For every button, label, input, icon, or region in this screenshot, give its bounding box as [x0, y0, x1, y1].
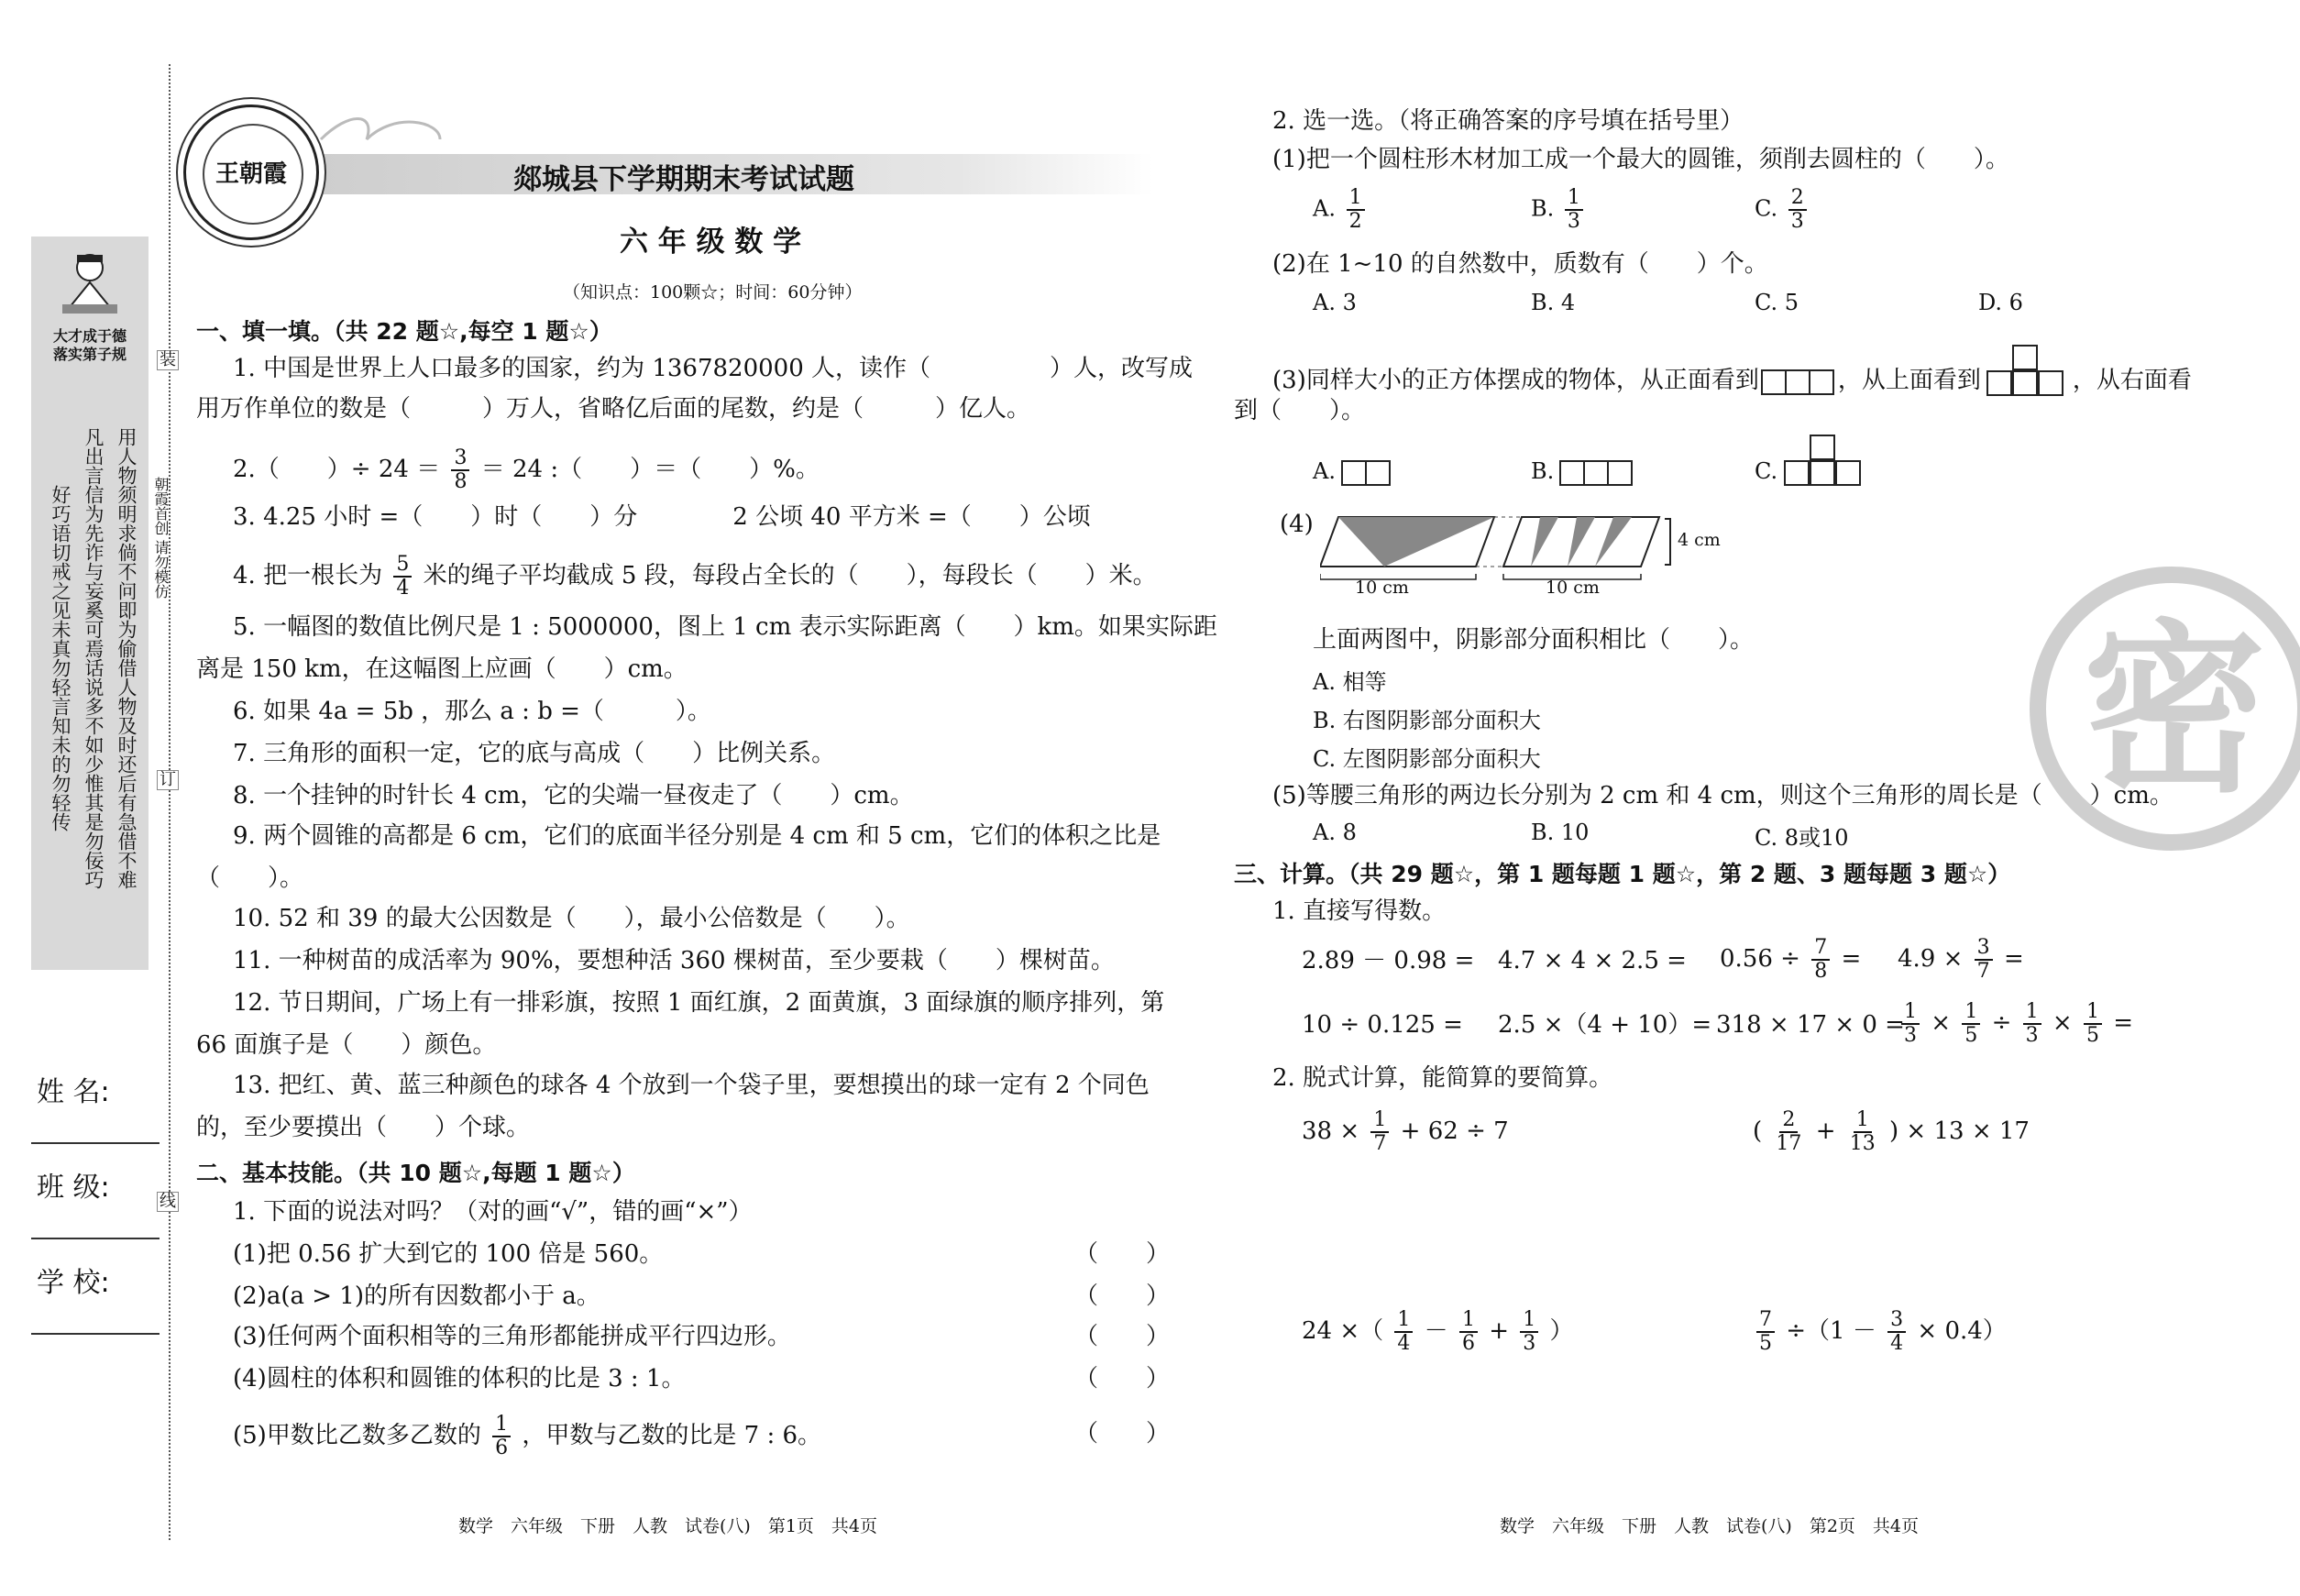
mc-question-5: (5)等腰三角形的两边长分别为 2 cm 和 4 cm，则这个三角形的周长是（ ）cm。 [1272, 782, 2173, 809]
fraction: $\frac{1}{5}$ [1962, 1001, 1980, 1047]
mc2-option-b[interactable]: B. 4 [1531, 290, 1576, 315]
cut-label-2: 订 [157, 770, 179, 790]
mc5-option-a[interactable]: A. 8 [1313, 820, 1357, 845]
question-1-line-1: 1. 中国是世界上人口最多的国家，约为 1367820000 人，读作（ ）人，改写成 [233, 355, 1194, 382]
step-expr-1: 38 × $\frac{1}{7}$ + 62 ÷ 7 [1302, 1108, 1509, 1155]
cut-label-3: 线 [157, 1192, 179, 1212]
exam-title: 郯城县下学期期末考试试题 [513, 163, 854, 196]
motto-sidebar [31, 237, 149, 970]
fraction: $\frac{7}{5}$ [1756, 1309, 1775, 1355]
footer-left: 数学 六年级 下册 人教 试卷(八) 第1页 共4页 [458, 1516, 878, 1536]
mc-question-3-line-1: (3)同样大小的正方体摆成的物体，从正面看到 ，从上面看到 ，从右面看 [1272, 345, 2192, 396]
question-1-line-2: 用万作单位的数是（ ）万人，省略亿后面的尾数，约是（ ）亿人。 [196, 395, 1031, 423]
fraction: $\frac{1}{2}$ [1347, 187, 1365, 233]
exam-meta: （知识点：100颗☆；时间：60分钟） [563, 282, 863, 303]
question-2: 2.（ ）÷ 24 ＝ $\frac{3}{8}$ ＝ 24 :（ ）＝（ ）%。 [233, 446, 820, 493]
expr-8: $\frac{1}{3}$ × $\frac{1}{5}$ ÷ $\frac{1}{3}$ × $\frac{1}{5}$ = [1898, 1001, 2133, 1047]
expr-3: 0.56 ÷ $\frac{7}{8}$ = [1720, 936, 1862, 983]
class-field[interactable] [31, 1238, 160, 1239]
question-9-line-2: （ ）。 [196, 864, 304, 892]
question-3: 3. 4.25 小时 =（ ）时（ ）分 2 公顷 40 平方米 =（ ）公顷 [233, 503, 1091, 531]
question-5-line-2: 离是 150 km，在这幅图上应画（ ）cm。 [196, 655, 688, 683]
mc-question-3-line-2: 到（ ）。 [1234, 397, 1366, 424]
step-expr-2: ( $\frac{2}{17}$ + $\frac{1}{13}$ ) × 13 × 17 [1753, 1108, 2030, 1155]
fraction: $\frac{1}{6}$ [1459, 1309, 1478, 1355]
cut-label-1: 装 [157, 350, 179, 370]
mc-question-1: (1)把一个圆柱形木材加工成一个最大的圆锥，须削去圆柱的（ ）。 [1272, 146, 2009, 173]
binding-dotted-line [169, 64, 171, 1540]
question-13-line-1: 13. 把红、黄、蓝三种颜色的球各 4 个放到一个袋子里，要想摸出的球一定有 2 个同色 [233, 1072, 1150, 1099]
class-label: 班 级: [37, 1172, 110, 1204]
stamp-char: 密 [2082, 604, 2266, 818]
scholar-illustration [57, 248, 123, 321]
expr-1: 2.89 － 0.98 = [1302, 947, 1475, 974]
top-view-figure [1986, 345, 2067, 396]
mc4-option-c[interactable]: C. 左图阴影部分面积大 [1313, 746, 1541, 772]
fraction: $\frac{1}{6}$ [492, 1414, 511, 1459]
school-field[interactable] [31, 1333, 160, 1335]
fraction: $\frac{1}{3}$ [1565, 187, 1583, 233]
answer-paren[interactable]: （ ） [1074, 1282, 1171, 1310]
name-label: 姓 名: [37, 1076, 110, 1108]
mc1-option-b[interactable]: B. $\frac{1}{3}$ [1531, 187, 1587, 233]
step-calc-title: 2. 脱式计算，能简算的要简算。 [1272, 1064, 1613, 1092]
section-2-heading: 二、基本技能。（共 10 题☆,每题 1 题☆） [196, 1160, 635, 1186]
mc1-option-a[interactable]: A. $\frac{1}{2}$ [1313, 187, 1369, 233]
mc4-question: 上面两图中，阴影部分面积相比（ ）。 [1313, 626, 1755, 654]
true-false-2: (2)a(a > 1)的所有因数都小于 a。 [233, 1282, 600, 1310]
question-10: 10. 52 和 39 的最大公因数是（ ），最小公倍数是（ ）。 [233, 905, 910, 932]
expr-6: 2.5 ×（4 + 10）= [1498, 1011, 1712, 1039]
fraction: $\frac{1}{3}$ [2023, 1001, 2041, 1047]
motto-line-2: 落实第子规 [52, 346, 127, 363]
exam-subject: 六 年 级 数 学 [620, 226, 802, 259]
mc5-option-c[interactable]: C. 8或10 [1755, 825, 1849, 851]
fraction: $\frac{1}{3}$ [1520, 1309, 1538, 1355]
mc2-option-a[interactable]: A. 3 [1313, 290, 1357, 315]
expr-2: 4.7 × 4 × 2.5 = [1498, 947, 1687, 974]
front-view-figure [1763, 367, 1834, 396]
direct-calc-title: 1. 直接写得数。 [1272, 897, 1447, 925]
question-12-line-2: 66 面旗子是（ ）颜色。 [196, 1031, 497, 1059]
fraction: $\frac{1}{13}$ [1849, 1108, 1876, 1155]
mc4-option-a[interactable]: A. 相等 [1313, 669, 1387, 695]
section-1-heading: 一、填一填。（共 22 题☆,每空 1 题☆） [196, 318, 612, 345]
expr-5: 10 ÷ 0.125 = [1302, 1011, 1463, 1039]
answer-paren[interactable]: （ ） [1074, 1365, 1171, 1392]
answer-paren[interactable]: （ ） [1074, 1240, 1171, 1268]
question-8: 8. 一个挂钟的时针长 4 cm，它的尖端一昼夜走了（ ）cm。 [233, 782, 914, 809]
fraction: $\frac{3}{7}$ [1975, 937, 1993, 983]
motto-line-1: 大才成于德 [52, 327, 127, 345]
fraction: $\frac{2}{17}$ [1776, 1108, 1802, 1155]
question-6: 6. 如果 4a = 5b ，那么 a : b =（ ）。 [233, 698, 711, 725]
copyright-notice: 朝霞首创 请勿模仿 [152, 477, 170, 600]
figure-width-label-1: 10 cm [1355, 578, 1409, 598]
mc4-option-b[interactable]: B. 右图阴影部分面积大 [1313, 708, 1541, 733]
confidential-stamp [2030, 567, 2300, 851]
true-false-5: (5)甲数比乙数多乙数的 $\frac{1}{6}$ ，甲数与乙数的比是 7 : 6。 [233, 1413, 822, 1459]
question-11: 11. 一种树苗的成活率为 90%，要想种活 360 棵树苗，至少要栽（ ）棵树苗。 [233, 947, 1115, 974]
true-false-3: (3)任何两个面积相等的三角形都能拼成平行四边形。 [233, 1323, 791, 1350]
mc2-option-d[interactable]: D. 6 [1978, 290, 2023, 315]
fraction: $\frac{1}{3}$ [1901, 1001, 1920, 1047]
question-13-line-2: 的，至少要摸出（ ）个球。 [196, 1114, 531, 1141]
logo-text: 王朝霞 [215, 160, 287, 188]
ribbon-icon [312, 103, 449, 167]
true-false-4: (4)圆柱的体积和圆锥的体积的比是 3 : 1。 [233, 1365, 686, 1392]
expr-7: 318 × 17 × 0 = [1716, 1011, 1905, 1039]
school-label: 学 校: [37, 1267, 110, 1299]
mc3-option-b[interactable]: B. [1531, 458, 1633, 486]
footer-right: 数学 六年级 下册 人教 试卷(八) 第2页 共4页 [1500, 1516, 1920, 1536]
question-7: 7. 三角形的面积一定，它的底与高成（ ）比例关系。 [233, 740, 836, 767]
motto-column-3: 用人物须明求倘不问即为偷借人物及时还后有急借不难 [116, 427, 138, 889]
mc-question-4: (4) [1280, 511, 1314, 538]
fraction: $\frac{2}{3}$ [1788, 187, 1807, 233]
motto-column-1: 好巧语切戒之见未真勿轻言知未的勿轻传 [50, 485, 72, 831]
fraction: $\frac{1}{7}$ [1370, 1109, 1389, 1155]
question-9-line-1: 9. 两个圆锥的高都是 6 cm，它们的底面半径分别是 4 cm 和 5 cm，它们的体积之比是 [233, 822, 1161, 850]
motto-column-2: 凡出言信为先诈与妄奚可焉话说多不如少惟其是勿佞巧 [83, 427, 105, 889]
fraction: $\frac{1}{4}$ [1394, 1309, 1413, 1355]
figure-width-label-2: 10 cm [1546, 578, 1600, 598]
true-false-1: (1)把 0.56 扩大到它的 100 倍是 560。 [233, 1240, 664, 1268]
step-expr-3: 24 ×（ $\frac{1}{4}$ － $\frac{1}{6}$ + $\frac{1}{3}$ ） [1302, 1308, 1574, 1355]
publisher-logo [183, 105, 319, 240]
mc3-option-a[interactable]: A. [1313, 458, 1391, 486]
fraction: $\frac{1}{5}$ [2084, 1001, 2102, 1047]
mc5-option-b[interactable]: B. 10 [1531, 820, 1590, 845]
section-3-heading: 三、计算。（共 29 题☆，第 1 题每题 1 题☆，第 2 题、3 题每题 3 题☆） [1234, 861, 2011, 887]
mc-question-2: (2)在 1~10 的自然数中，质数有（ ）个。 [1272, 250, 1768, 278]
question-12-line-1: 12. 节日期间，广场上有一排彩旗，按照 1 面红旗，2 面黄旗，3 面绿旗的顺序排列，第 [233, 989, 1165, 1017]
question-4: 4. 把一根长为 $\frac{5}{4}$ 米的绳子平均截成 5 段，每段占全长的（ ），每段长（ ）米。 [233, 553, 1157, 600]
fraction: $\frac{3}{4}$ [1887, 1309, 1906, 1355]
question-5-line-1: 5. 一幅图的数值比例尺是 1 : 5000000，图上 1 cm 表示实际距离（ ）km。如果实际距 [233, 613, 1217, 641]
multiple-choice-title: 2. 选一选。（将正确答案的序号填在括号里） [1272, 107, 1744, 135]
fraction: $\frac{3}{8}$ [451, 447, 469, 493]
fraction: $\frac{5}{4}$ [393, 554, 412, 600]
mc2-option-c[interactable]: C. 5 [1755, 290, 1799, 315]
answer-paren[interactable]: （ ） [1074, 1323, 1171, 1350]
step-expr-4: $\frac{7}{5}$ ÷（1 － $\frac{3}{4}$ × 0.4） [1753, 1309, 2007, 1355]
expr-4: 4.9 × $\frac{3}{7}$ = [1898, 936, 2024, 983]
fraction: $\frac{7}{8}$ [1811, 937, 1830, 983]
name-field[interactable] [31, 1142, 160, 1144]
true-false-title: 1. 下面的说法对吗？（对的画“√”，错的画“×”） [233, 1198, 753, 1226]
figure-height-label: 4 cm [1678, 530, 1721, 550]
answer-paren[interactable]: （ ） [1074, 1420, 1171, 1447]
mc1-option-c[interactable]: C. $\frac{2}{3}$ [1755, 187, 1810, 233]
